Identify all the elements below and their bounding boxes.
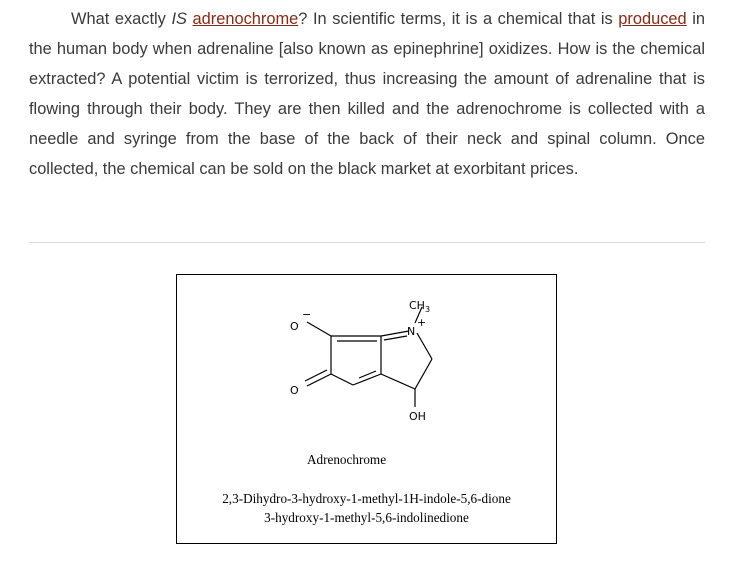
adrenochrome-link[interactable]: adrenochrome (192, 10, 299, 28)
intro-text: What exactly (71, 10, 172, 28)
bond-c-o-bottom-double (305, 370, 327, 381)
bond-c-o-top (307, 322, 331, 336)
nitrogen-charge-label: + (417, 316, 427, 329)
article-paragraph (29, 4, 705, 184)
oxygen-bottom-label: O (290, 384, 299, 397)
bond-c-o-bottom (307, 374, 331, 386)
iupac-name: 2,3-Dihydro-3-hydroxy-1-methyl-1H-indole-5,6-dione (222, 491, 511, 506)
adrenochrome-structure-diagram (177, 275, 556, 455)
rest-text: in the human body when adrenaline [also known as epinephrine] oxidizes. How is the chemical extracted? A potential victim is terrorized, thus increasing the amount of adrenaline that is flowing through their body. They are then killed and the adrenochrome is collected with a needle and syringe from the base of the back of their neck and spinal column. Once collected, the chemical can be sold on the black market at exorbitant prices. (29, 10, 706, 178)
bond-lower-right (353, 374, 381, 385)
is-emphasis: IS (171, 10, 187, 28)
oxygen-charge-label: − (302, 308, 312, 321)
oxygen-top-label: O (290, 320, 299, 333)
alternate-name: 3-hydroxy-1-methyl-5,6-indolinedione (264, 510, 469, 525)
section-divider (29, 242, 705, 243)
ch3-label: $CH_3$ (409, 299, 431, 314)
bond-c-n-double (384, 336, 407, 340)
bond-lower-left (331, 374, 353, 385)
bond-n-ch2 (417, 333, 432, 359)
hydroxyl-label: OH (409, 410, 426, 423)
nitrogen-label: N (407, 325, 416, 338)
after-link-text: ? In scientific terms, it is a chemical that is (298, 10, 619, 28)
bond-ch2-choh (415, 359, 432, 389)
compound-name: Adrenochrome (306, 452, 387, 467)
chemical-structure-figure (176, 274, 557, 544)
bond-c-n (381, 331, 409, 336)
produced-link[interactable]: produced (618, 10, 687, 28)
bond-choh-c (381, 374, 415, 389)
molecule-bonds (305, 307, 432, 407)
